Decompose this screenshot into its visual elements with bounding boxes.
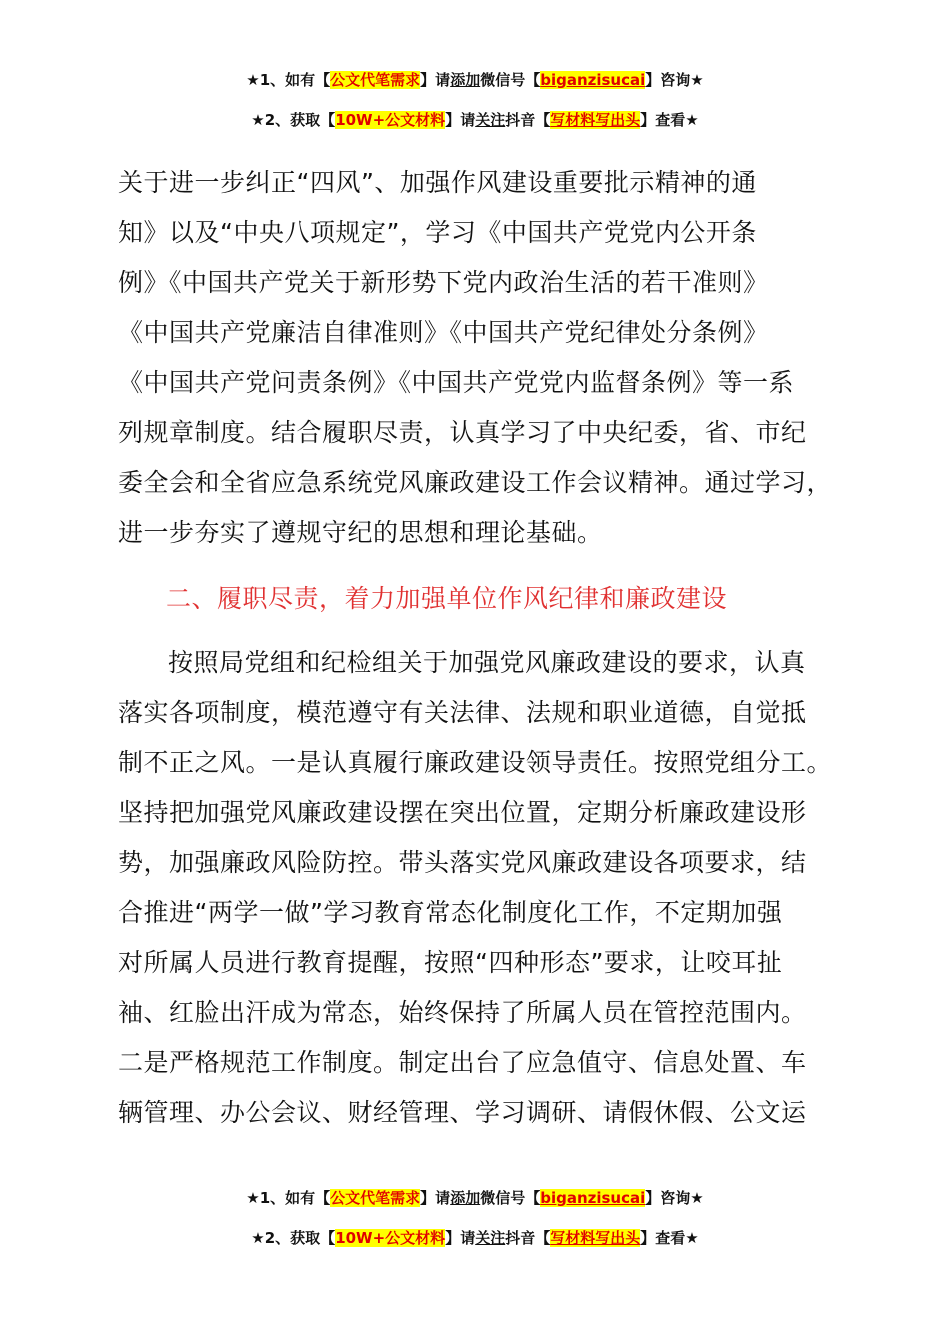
promo-text: 微信号【 bbox=[480, 71, 541, 89]
footer-promo-line-1 bbox=[0, 1188, 950, 1208]
promo-prefix: ★1、如有【 bbox=[246, 1189, 331, 1207]
promo-wechat-id: biganzisucai bbox=[540, 71, 646, 89]
text-line: 坚持把加强党风廉政建设摆在突出位置，定期分析廉政建设形 bbox=[118, 798, 807, 827]
promo-highlight: 10W+公文材料 bbox=[335, 111, 446, 129]
promo-text: 抖音【 bbox=[505, 1229, 551, 1247]
header-promo-line-2 bbox=[0, 110, 950, 130]
text-line: 委全会和全省应急系统党风廉政建设工作会议精神。通过学习， bbox=[118, 468, 833, 497]
promo-text: 】请 bbox=[445, 1229, 476, 1247]
promo-prefix: ★1、如有【 bbox=[246, 71, 331, 89]
text-line: 势，加强廉政风险防控。带头落实党风廉政建设各项要求，结 bbox=[118, 848, 807, 877]
text-line: 知》以及“中央八项规定”，学习《中国共产党党内公开条 bbox=[118, 218, 757, 247]
text-line: 合推进“两学一做”学习教育常态化制度化工作，不定期加强 bbox=[118, 898, 783, 927]
text-line: 列规章制度。结合履职尽责，认真学习了中央纪委，省、市纪 bbox=[118, 418, 807, 447]
text-line: 《中国共产党廉洁自律准则》《中国共产党纪律处分条例》 bbox=[118, 318, 769, 347]
paragraph-1 bbox=[118, 158, 858, 558]
promo-prefix: ★2、获取【 bbox=[251, 1229, 336, 1247]
promo-wechat-id: biganzisucai bbox=[540, 1189, 646, 1207]
promo-suffix: 】咨询★ bbox=[645, 71, 704, 89]
promo-douyin-id: 写材料写出头 bbox=[550, 1229, 641, 1247]
text-line: 《中国共产党问责条例》《中国共产党党内监督条例》等一系 bbox=[118, 368, 795, 397]
text-line: 二是严格规范工作制度。制定出台了应急值守、信息处置、车 bbox=[118, 1048, 807, 1077]
promo-underlined: 添加 bbox=[450, 71, 481, 89]
footer-promo-line-2 bbox=[0, 1228, 950, 1248]
promo-text: 】请 bbox=[420, 1189, 451, 1207]
text-line: 例》《中国共产党关于新形势下党内政治生活的若干准则》 bbox=[118, 268, 769, 297]
promo-highlight: 公文代笔需求 bbox=[330, 1189, 421, 1207]
text-line: 辆管理、办公会议、财经管理、学习调研、请假休假、公文运 bbox=[118, 1098, 807, 1127]
text-line: 对所属人员进行教育提醒，按照“四种形态”要求，让咬耳扯 bbox=[118, 948, 783, 977]
promo-underlined: 添加 bbox=[450, 1189, 481, 1207]
promo-underlined: 关注 bbox=[475, 1229, 506, 1247]
text-line: 进一步夯实了遵规守纪的思想和理论基础。 bbox=[118, 518, 603, 547]
promo-highlight: 公文代笔需求 bbox=[330, 71, 421, 89]
promo-text: 抖音【 bbox=[505, 111, 551, 129]
promo-highlight: 10W+公文材料 bbox=[335, 1229, 446, 1247]
promo-text: 微信号【 bbox=[480, 1189, 541, 1207]
promo-suffix: 】咨询★ bbox=[645, 1189, 704, 1207]
promo-suffix: 】查看★ bbox=[640, 1229, 699, 1247]
paragraph-2 bbox=[118, 638, 858, 1138]
text-line: 制不正之风。一是认真履行廉政建设领导责任。按照党组分工。 bbox=[118, 748, 833, 777]
header-promo-line-1 bbox=[0, 70, 950, 90]
text-line: 袖、红脸出汗成为常态，始终保持了所属人员在管控范围内。 bbox=[118, 998, 807, 1027]
promo-underlined: 关注 bbox=[475, 111, 506, 129]
promo-text: 】请 bbox=[420, 71, 451, 89]
text-line: 落实各项制度，模范遵守有关法律、法规和职业道德，自觉抵 bbox=[118, 698, 807, 727]
promo-text: 】请 bbox=[445, 111, 476, 129]
text-line: 关于进一步纠正“四风”、加强作风建设重要批示精神的通 bbox=[118, 168, 757, 197]
section-heading: 二、履职尽责，着力加强单位作风纪律和廉政建设 bbox=[166, 584, 728, 613]
promo-suffix: 】查看★ bbox=[640, 111, 699, 129]
promo-douyin-id: 写材料写出头 bbox=[550, 111, 641, 129]
promo-prefix: ★2、获取【 bbox=[251, 111, 336, 129]
text-line: 按照局党组和纪检组关于加强党风廉政建设的要求，认真 bbox=[168, 648, 806, 677]
